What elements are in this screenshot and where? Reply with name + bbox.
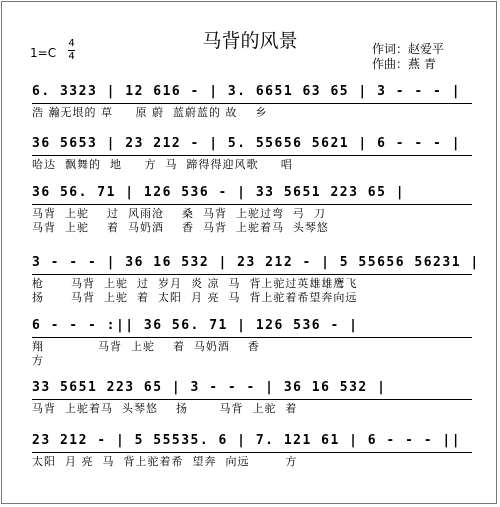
lyric-verse-1: 马背 上驼着马 头琴悠 扬 马背 上驼 着: [32, 402, 298, 415]
lyricist-credit: 作词：赵爱平: [372, 42, 445, 56]
song-title: 马背的风景: [202, 30, 298, 52]
notation-line: [32, 136, 472, 156]
time-bottom: 4: [68, 51, 75, 62]
lyric-verse-1: 太阳 月 亮 马 背上驼着希 望奔 向远 方: [32, 455, 298, 468]
staff-line-3: [32, 185, 472, 233]
staff-line-5: [32, 318, 472, 366]
key-signature: 1=C: [30, 46, 57, 60]
staff-rule: [32, 103, 472, 104]
notation-line: [32, 255, 480, 275]
composer-credit: 作曲：燕 青: [372, 57, 436, 71]
notation-line: [32, 380, 472, 400]
notation-text: 36 5653 | 23 212 - | 5. 55656 5621 | 6 - - - |: [32, 136, 462, 151]
time-signature: [68, 39, 75, 62]
lyric-verse-2: 马背 上驼 着 马奶酒 香 马背 上驼着马 头琴悠: [32, 221, 329, 234]
notation-line: [32, 84, 472, 104]
time-top: 4: [68, 38, 75, 49]
notation-text: 6 - - - :|| 36 56. 71 | 126 536 - |: [32, 318, 359, 333]
lyric-verse-1: 翔 马背 上驼 着 马奶酒 香: [32, 340, 260, 353]
notation-line: [32, 185, 472, 205]
staff-line-2: [32, 136, 472, 170]
notation-text: 33 5651 223 65 | 3 - - - | 36 16 532 |: [32, 380, 387, 395]
staff-rule: [32, 155, 472, 156]
staff-rule: [32, 274, 472, 275]
staff-line-4: [32, 255, 480, 304]
score-frame: [1, 1, 497, 504]
lyric-verse-1: 浩 瀚无垠的 草 原 蔚 蓝蔚蓝的 故 乡: [32, 106, 268, 119]
staff-rule: [32, 337, 472, 338]
staff-line-7: [32, 433, 472, 467]
notation-text: 36 56. 71 | 126 536 - | 33 5651 223 65 |: [32, 185, 406, 200]
staff-line-1: [32, 84, 472, 118]
lyric-verse-2: 方: [32, 354, 44, 367]
notation-line: [32, 318, 472, 338]
notation-text: 3 - - - | 36 16 532 | 23 212 - | 5 55656 56231 |: [32, 255, 480, 270]
notation-text: 23 212 - | 5 55535. 6 | 7. 121 61 | 6 - - - ||: [32, 433, 462, 448]
lyric-verse-2: 扬 马背 上驼 着 太阳 月 亮 马 背上驼着希望奔向远: [32, 291, 358, 304]
staff-line-6: [32, 380, 472, 414]
notation-line: [32, 433, 472, 453]
lyric-verse-1: 马背 上驼 过 风雨沧 桑 马背 上驼过弯 弓 刀: [32, 207, 326, 220]
lyric-verse-1: 哈达 飘舞的 地 方 马 蹄得得迎风歌 唱: [32, 158, 293, 171]
staff-rule: [32, 204, 472, 205]
lyric-verse-1: 枪 马背 上驼 过 岁月 炎 凉 马 背上驼过英雄雄鹰飞: [32, 277, 358, 290]
staff-rule: [32, 399, 472, 400]
notation-text: 6. 3323 | 12 616 - | 3. 6651 63 65 | 3 - - - |: [32, 84, 462, 99]
staff-rule: [32, 452, 472, 453]
